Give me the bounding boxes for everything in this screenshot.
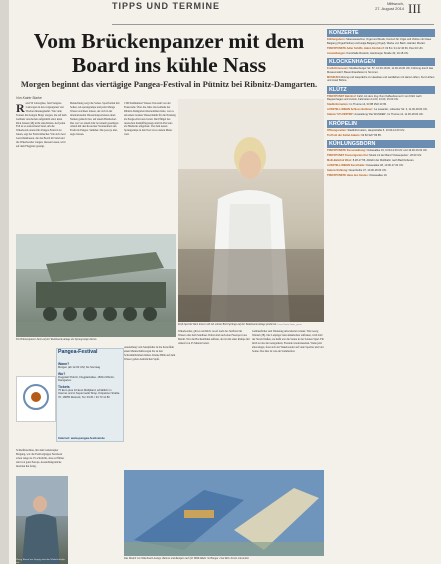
bridge-tank-photo xyxy=(16,234,176,337)
listing-entry: AUSSTELLUNGEN Schloss Bothmer: 'La Lavande', Lübecker Str. 3, 11.00-18.00 Uhr. xyxy=(327,108,428,111)
header-rule xyxy=(112,24,434,25)
article-subheadline: Morgen beginnt das viertägige Pangea-Festival in Pütnitz bei Ribnitz-Damgarten. xyxy=(20,79,318,89)
worker-illustration xyxy=(16,476,68,564)
body-column-6 xyxy=(178,330,250,346)
rider-photo xyxy=(178,99,324,322)
body-column-1 xyxy=(16,102,67,149)
listing-entry: MUSEUM Führung und Gespräche zu Hausbau und Landleben mit Hans Lüthen, Kurt Lüthen und Josef Bohne. xyxy=(327,75,435,82)
listing-entry: Galerie 'SYLVESTER': Ausstellung 'Die WUNDER', Im Thurow 14, 11.00-18.00 Uhr. xyxy=(327,113,424,116)
festival-website-link[interactable]: Internet: www.pangea-festival.de xyxy=(58,436,105,440)
weekday: Mittwoch, xyxy=(387,1,404,6)
page-gutter xyxy=(0,0,9,564)
tickets-label: Tickets xyxy=(58,384,70,389)
listing-heading: KLÜTZ xyxy=(327,86,435,94)
listing-entry: Galerie Kühlung: Neue Reihe 37, 10.00-18.00 Uhr. xyxy=(327,169,387,172)
info-box-title: Pangea-Festival xyxy=(58,349,98,355)
body-column-2 xyxy=(70,102,121,137)
listing-heading: KLOCKENHAGEN xyxy=(327,58,435,66)
rider-photo-caption: Profi-Sportler Rick Jensen will mit seinem Brett Sprünge auf der Wakeboard-Anlage probieren. Fotos: Katrin Starke, privat xyxy=(178,323,302,326)
listing-entry: TREFFPUNKTE Haus des Gastes: Ostseeallee 19. xyxy=(327,174,388,177)
listing-heading: KONZERTE xyxy=(327,29,435,37)
section-title: TIPPS UND TERMINE xyxy=(112,1,221,11)
listing-entry: Kühlungsborn: Meerwasserfest, Orgel und Musik, Konzert für Orgel und Violine mit Claus Beigang (Orgel/Violine) und Helga Beigang (Orgel), Werke von Bach, Händel, Mozart. xyxy=(327,38,432,45)
body-text: Schleifmaschine, mit dem Gabelstapler Bergung, war die Festivalgruppe Nordwest schon lange da. Er schwärmt, dass es Pfälzer sind von ganz Europa. Ausstellungsstücke machten ihn fertig. xyxy=(16,449,65,468)
listing-section xyxy=(327,86,435,117)
photo-credit: Fotos: Katrin Starke, privat xyxy=(277,324,302,326)
page-number: III xyxy=(408,1,421,16)
byline: Von Katrin Starke xyxy=(16,96,42,100)
ramp-model-illustration xyxy=(124,470,324,556)
body-column-7 xyxy=(252,330,324,353)
festival-logo-graphic xyxy=(17,377,55,421)
listing-entry: TREFFPUNKTE Adler Schiffe, Hafen Kirchdorf: 03 81 / 41 22 46 66, Poel 16 Uhr. xyxy=(327,46,424,50)
date-line xyxy=(344,1,404,11)
listing-entry: Treff mit der Kuttel-Galerie: 03 82 92/7 86 85. xyxy=(327,133,382,137)
listing-entry: Ausstellungen: Kunsthalle Rostock, Hamburger Straße 40, 10-18 Uhr. xyxy=(327,51,409,55)
body-text: Wakeboarder, gibt es reichlich: an erf auch das Surfbrett im Wasser oder dem Sandbeet. Dabei sind auch eine Fasersport aus Metall. Wer die Hochseilbahn aufbaut, der ist mit einer Rampe mit Anlauf von 25 Metern bereit. xyxy=(178,330,250,345)
listing-section xyxy=(327,58,435,83)
bridge-tank-illustration xyxy=(16,234,176,337)
tickets-text: 75 Euro plus 10 Euro Müllpfand, erhältlich im Internet und in Supermarkt Shop, Kröpeliner Straße 70, 18055 Rostock, Tel. 03 81 / 33 73 11 80 xyxy=(58,388,120,399)
listing-entry: TREFFPUNKTE Kurverwaltung: Ostseeallee 19, 9.00-12.00 Uhr und 13.00-16.00 Uhr. xyxy=(327,149,428,152)
listing-entry: AUSSTELLUNGEN Kunsthalle: Ostseeallee 48, 10.00-17.00 Uhr. xyxy=(327,164,404,167)
body-text: Ausstellung vom Sandpfeiler in die Kartoffeln einen Mannschaftswagen bis zu den Schwimmbrücken hinten. Kleine Bälle auf dem Wasser geben zusätzlichen Spaß. xyxy=(124,346,176,361)
listing-heading: KRÖPELIN xyxy=(327,120,435,128)
when-text: Morgen (ab 12.00 Uhr) bis Sonntag xyxy=(58,366,101,369)
where-text: Flugplatz Pütnitz, Flugplatzallee, 18311 Ribnitz-Damgarten xyxy=(58,375,115,383)
listing-entry: TREFFPUNKT Konzertgarten Ost: Musik mit der Band 'Ostseeperlen', 20.00 Uhr. xyxy=(327,154,422,157)
body-column-5 xyxy=(124,346,176,362)
body-column-8 xyxy=(16,449,68,469)
listing-section xyxy=(327,120,435,138)
event-listings-sidebar xyxy=(327,26,435,564)
rider-photo-illustration xyxy=(178,99,324,322)
listing-entry: Molli-Bahnhof West: 8.28-17.55, Abfahrt der Mollibahn nach Bad Doberan. xyxy=(327,159,415,162)
listing-entry: Freilichtmuseum: Mecklenburger Str. 57, 10.00-18.00, 11.00-16.00 Uhr, Führung durch das Museumsdorf, Bauernhausfeste im Sommer. xyxy=(327,67,434,74)
when-label: Wann? xyxy=(58,362,70,366)
body-column-3 xyxy=(124,102,176,137)
body-text: Rund 50 Laborgäste, fand Sangens Lastwagen in den vergangenen vier Wochen hinausgekehrt. Wie viele Tonnen die riesigen Bergs wiegen, die auf dem Gelände verschoben aufgetürmt sind, kann Rick Jensen (46) nicht einschätzen. Auf jeden Fall ist es ausreichend Sand, um die Wakeboard-Arena fürs Pangea-Festival zu bauen, sagt der Festivalmacher. Wie sich zwei Gewichtsklassen, die das Board im Sand und die Wakeboarder wiegen, messen lassen, wird auf dem Flugplatz gezeigt. xyxy=(16,101,67,148)
article-headline: Vom Brückenpanzer mit dem Board ins kühle Nass xyxy=(33,29,305,77)
listing-entry: Stadtinformation: Im Thurow 14, 03 88 25/2 23 95. xyxy=(327,103,387,106)
info-box-body xyxy=(58,360,120,400)
worker-photo-caption: Georg Wenzel aus Leipzig setzt den Winkelschleifer ein. xyxy=(16,558,66,564)
listing-entry: TREFFPUNKT Bahnhof: Fahrt mit dem Zug 'Zum Kaffeebrennern' von Klütz nach Reppenhagen und zurück, Fahrzeiten 11.00, 13.00, 15.00 Uhr. xyxy=(327,94,422,101)
body-text: Gebläsefächer und Werkzeug um-ruderten wieder. Wie Georg Wenzel (28). Der Leipziger baut Akkubohrer aufbauen, wird bald der Strom fließen, sie heißt erst die Sonne in der Sonnen Spiel. Für mich ist das die Gelegenheit, Freunde wiederzusehen. Wenn jetzt alles klappt, freut sich der Wakeboarder auf viele Sportler und viel Sonne: Das hier ist wie ein Sommerfest. xyxy=(252,330,324,353)
body-text: 1300 Kubikmeter Wasser. Das kam von der Feuerwehr. Über die Jahre das Gelände der Ribnitz-Damgarten übernommen hatte, war es um einen zweiten Wasserdamm für die Nutzung als Pangea-Parcours bereit. Die Pflügel des russischen Kampfflugzeugs sind im Parcours als Hindernis eingebaut. Von dem neuen Sprungrampe in den Pool ist es sieben Meter weit. xyxy=(124,102,176,137)
festival-logo xyxy=(16,376,56,422)
where-label: Wo? xyxy=(58,371,66,376)
bridge-tank-caption: Ein Brückenpanzer dient auf der Wakeboard-Anlage als Sprungrampe dienen. xyxy=(16,338,97,341)
date: 27. August 2014 xyxy=(375,6,404,12)
listing-entry: Öffnungszeiten: Stadtinformation, Hauptstraße 5, 10.00-12.00 Uhr. xyxy=(327,128,406,132)
dropcap: R xyxy=(16,101,25,115)
worker-photo xyxy=(16,476,68,564)
ramp-model-caption: Das Modell von Wakeboard-Anlage, Bahnen und Rampen nach für BMX-Räder im Hangar 4 hat Rick Jensen entwickelt. xyxy=(124,557,250,560)
body-text: Beleuchtung sorgt die Sonne. Sportformat mit Seilen, Ab-sprungrampe und jeder Menge Wasser zeichnen Jensen, der sich in der internationalen Wasserskisportszene einen Namen gemacht hat, auf einem Bierdeckel. Das war vor einem Jahr bei einem geselligen Abend mit den Rostocker Veranstaltern des Festivals Pangea. Summer. Die passt ja mal, sagte Jensen. xyxy=(70,102,120,137)
listing-heading: KÜHLUNGSBORN xyxy=(327,140,435,148)
listing-section xyxy=(327,140,435,178)
ramp-model-photo xyxy=(124,470,324,556)
listing-section xyxy=(327,29,435,55)
